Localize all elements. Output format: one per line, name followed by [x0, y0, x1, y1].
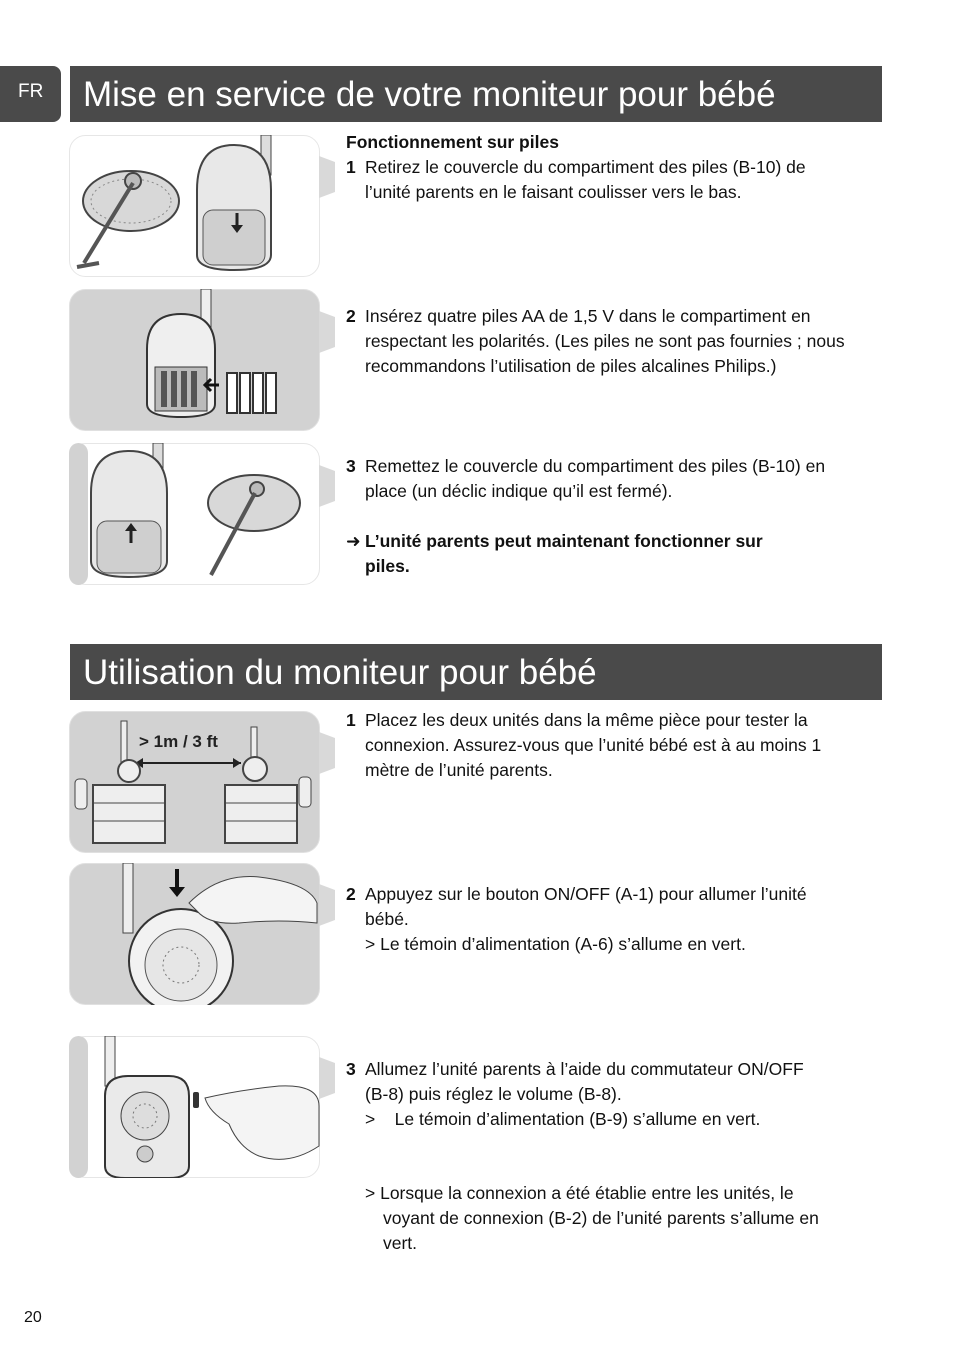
- arrow-right-icon: ➜: [346, 531, 361, 551]
- setup-step-3: 3 Remettez le couvercle du compartiment des piles (B-10) en place (un déclic indique qu’il est fermé).: [346, 456, 826, 501]
- section-title-setup: Mise en service de votre moniteur pour bébé: [70, 66, 882, 122]
- pointer-wedge-icon: [319, 732, 335, 774]
- usage-step-2: 2 Appuyez sur le bouton ON/OFF (A-1) pour allumer l’unité bébé. > Le témoin d’alimentation (A-6) s’allume en vert.: [346, 882, 866, 957]
- usage-connection-note: > Lorsque la connexion a été établie entre les unités, le voyant de connexion (B-2) de l’unité parents s’allume en vert.: [365, 1183, 819, 1253]
- pointer-wedge-icon: [319, 884, 335, 926]
- pointer-wedge-icon: [319, 311, 335, 353]
- illustration-replace-cover: [69, 443, 320, 585]
- language-tab: FR: [0, 66, 61, 122]
- usage-step-2-note: > Le témoin d’alimentation (A-6) s’allume en vert.: [365, 934, 746, 954]
- setup-step-1: 1 Retirez le couvercle du compartiment des piles (B-10) de l’unité parents en le faisant coulisser vers le bas.: [346, 157, 806, 202]
- distance-label: > 1m / 3 ft: [139, 732, 218, 751]
- setup-result: ➜ L’unité parents peut maintenant fonctionner sur piles.: [346, 531, 763, 576]
- setup-step-2: 2 Insérez quatre piles AA de 1,5 V dans le compartiment en respectant les polarités. (Les piles ne sont pas fournies ; nous recommandons l’utilisation de piles alcalines Philips.): [346, 306, 845, 376]
- section-title-usage: Utilisation du moniteur pour bébé: [70, 644, 882, 700]
- pointer-wedge-icon: [319, 156, 335, 198]
- pointer-wedge-icon: [319, 465, 335, 507]
- usage-step-1: 1 Placez les deux unités dans la même pièce pour tester la connexion. Assurez-vous que l’unité bébé est à au moins 1 mètre de l’unité parents.: [346, 710, 822, 780]
- usage-step-3-note: > Le témoin d’alimentation (B-9) s’allume en vert.: [365, 1109, 761, 1129]
- battery-operation-heading: Fonctionnement sur piles: [346, 132, 559, 152]
- illustration-parent-unit-switch: [69, 1036, 320, 1178]
- illustration-baby-unit-power: [69, 863, 320, 1005]
- page-number: 20: [24, 1309, 42, 1326]
- illustration-remove-cover: [69, 135, 320, 277]
- usage-step-3: 3 Allumez l’unité parents à l’aide du commutateur ON/OFF (B-8) puis réglez le volume (B-8). > Le témoin d’alimentation (B-9) s’allume en vert.: [346, 1057, 866, 1132]
- illustration-insert-batteries: [69, 289, 320, 431]
- pointer-wedge-icon: [319, 1057, 335, 1099]
- illustration-unit-distance: [69, 711, 320, 853]
